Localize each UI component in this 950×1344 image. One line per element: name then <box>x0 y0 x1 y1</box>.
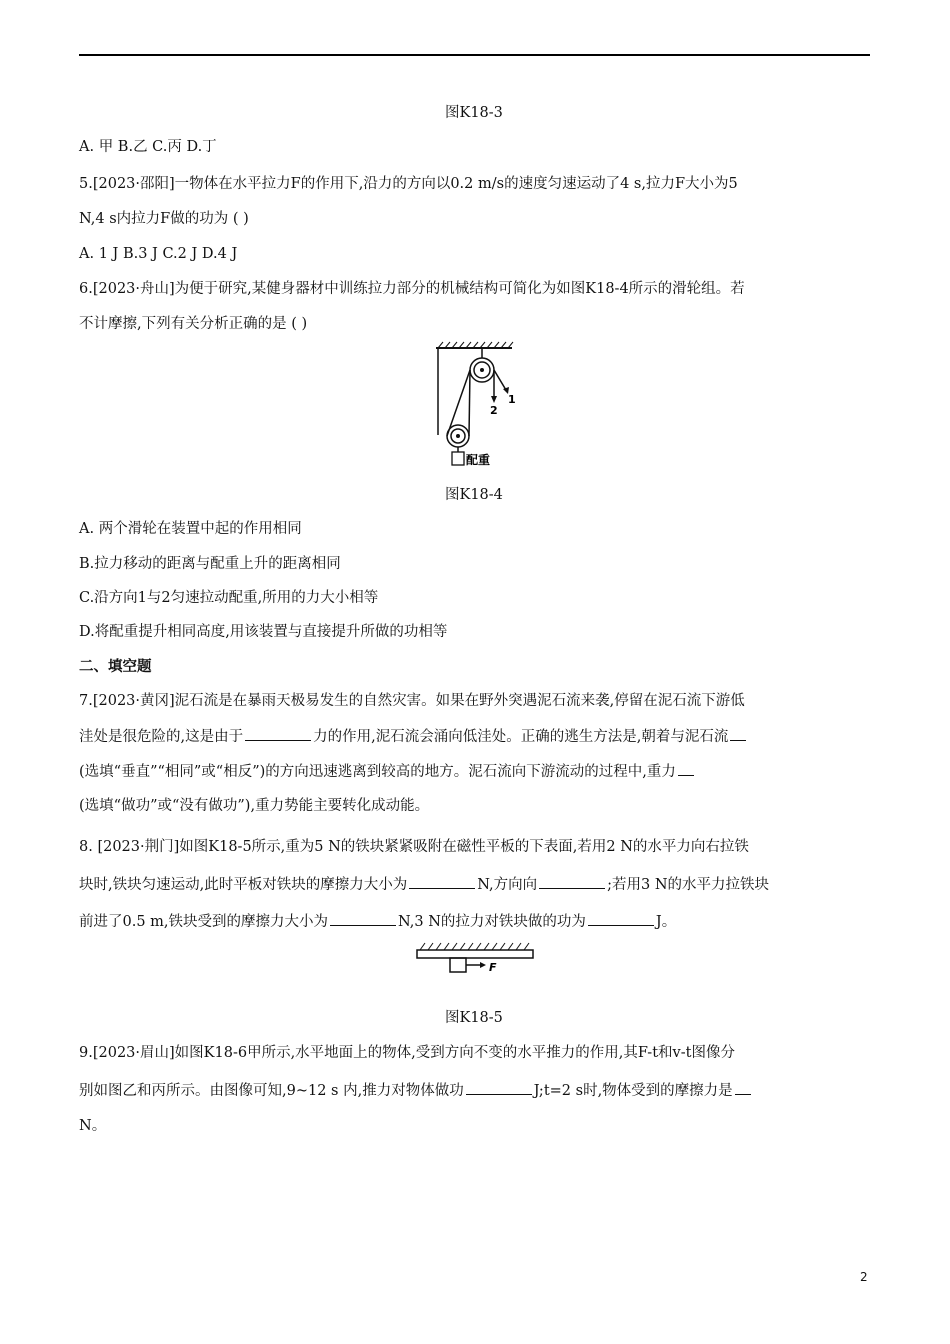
q7-line4: (选填“做功”或“没有做功”),重力势能主要转化成动能。 <box>79 798 430 814</box>
direction-label-1: 1 <box>508 393 516 406</box>
q9-line2: 别如图乙和丙所示。由图像可知,9~12 s 内,推力对物体做功 J;t=2 s时,物体受到的摩擦力是 <box>79 1080 753 1101</box>
q5-line1: 5.[2023·邵阳]一物体在水平拉力F的作用下,沿力的方向以0.2 m/s的速度匀速运动了4 s,拉力F大小为5 <box>79 176 738 192</box>
q9-line3: N。 <box>79 1118 107 1134</box>
pulley-diagram <box>432 340 522 472</box>
counterweight-block <box>452 452 464 465</box>
q4-options: A. 甲 B.乙 C.丙 D.丁 <box>79 139 217 155</box>
blank <box>330 911 396 926</box>
blank <box>678 761 694 776</box>
q8-line1: 8. [2023·荆门]如图K18-5所示,重为5 N的铁块紧紧吸附在磁性平板的下表面,若用2 N的水平力向右拉铁 <box>79 839 749 855</box>
blank <box>466 1080 532 1095</box>
blank <box>245 726 311 741</box>
magnetic-plate-diagram <box>414 940 536 980</box>
iron-block <box>450 958 466 972</box>
q5-line2: N,4 s内拉力F做的功为 ( ) <box>79 211 249 227</box>
q7-line3: (选填“垂直”“相同”或“相反”)的方向迅速逃离到较高的地方。泥石流向下游流动的过程中,重力 <box>79 761 696 782</box>
direction-label-2: 2 <box>490 404 498 417</box>
q7-line1: 7.[2023·黄冈]泥石流是在暴雨天极易发生的自然灾害。如果在野外突遇泥石流来袭,停留在泥石流下游低 <box>79 693 745 709</box>
q8-line2: 块时,铁块匀速运动,此时平板对铁块的摩擦力大小为 N,方向向 ;若用3 N的水平力拉铁块 <box>79 874 769 895</box>
q6-option-b: B.拉力移动的距离与配重上升的距离相同 <box>79 556 341 572</box>
q7-line2: 洼处是很危险的,这是由于 力的作用,泥石流会涌向低洼处。正确的逃生方法是,朝着与泥石流 <box>79 726 748 747</box>
section-heading-fill-blank: 二、填空题 <box>79 659 152 675</box>
q6-line2: 不计摩擦,下列有关分析正确的是 ( ) <box>79 316 308 332</box>
header-rule <box>79 54 870 56</box>
force-label-f: F <box>489 961 497 974</box>
figure-caption-k18-5: 图K18-5 <box>445 1010 503 1026</box>
q9-line1: 9.[2023·眉山]如图K18-6甲所示,水平地面上的物体,受到方向不变的水平推力的作用,其F-t和v-t图像分 <box>79 1045 735 1061</box>
blank <box>539 874 605 889</box>
blank <box>588 911 654 926</box>
q6-option-a: A. 两个滑轮在装置中起的作用相同 <box>79 521 302 537</box>
counterweight-label: 配重 <box>466 453 491 467</box>
blank <box>730 726 746 741</box>
q8-line3: 前进了0.5 m,铁块受到的摩擦力大小为 N,3 N的拉力对铁块做的功为 J。 <box>79 911 676 932</box>
q5-options: A. 1 J B.3 J C.2 J D.4 J <box>79 246 238 262</box>
blank <box>735 1080 751 1095</box>
figure-caption-k18-3: 图K18-3 <box>445 105 503 121</box>
page-number: 2 <box>860 1270 868 1284</box>
q6-line1: 6.[2023·舟山]为便于研究,某健身器材中训练拉力部分的机械结构可简化为如图K18-4所示的滑轮组。若 <box>79 281 745 297</box>
q6-option-d: D.将配重提升相同高度,用该装置与直接提升所做的功相等 <box>79 624 448 640</box>
q6-option-c: C.沿方向1与2匀速拉动配重,所用的力大小相等 <box>79 590 379 606</box>
magnetic-plate <box>417 950 533 958</box>
figure-caption-k18-4: 图K18-4 <box>445 487 503 503</box>
blank <box>409 874 475 889</box>
